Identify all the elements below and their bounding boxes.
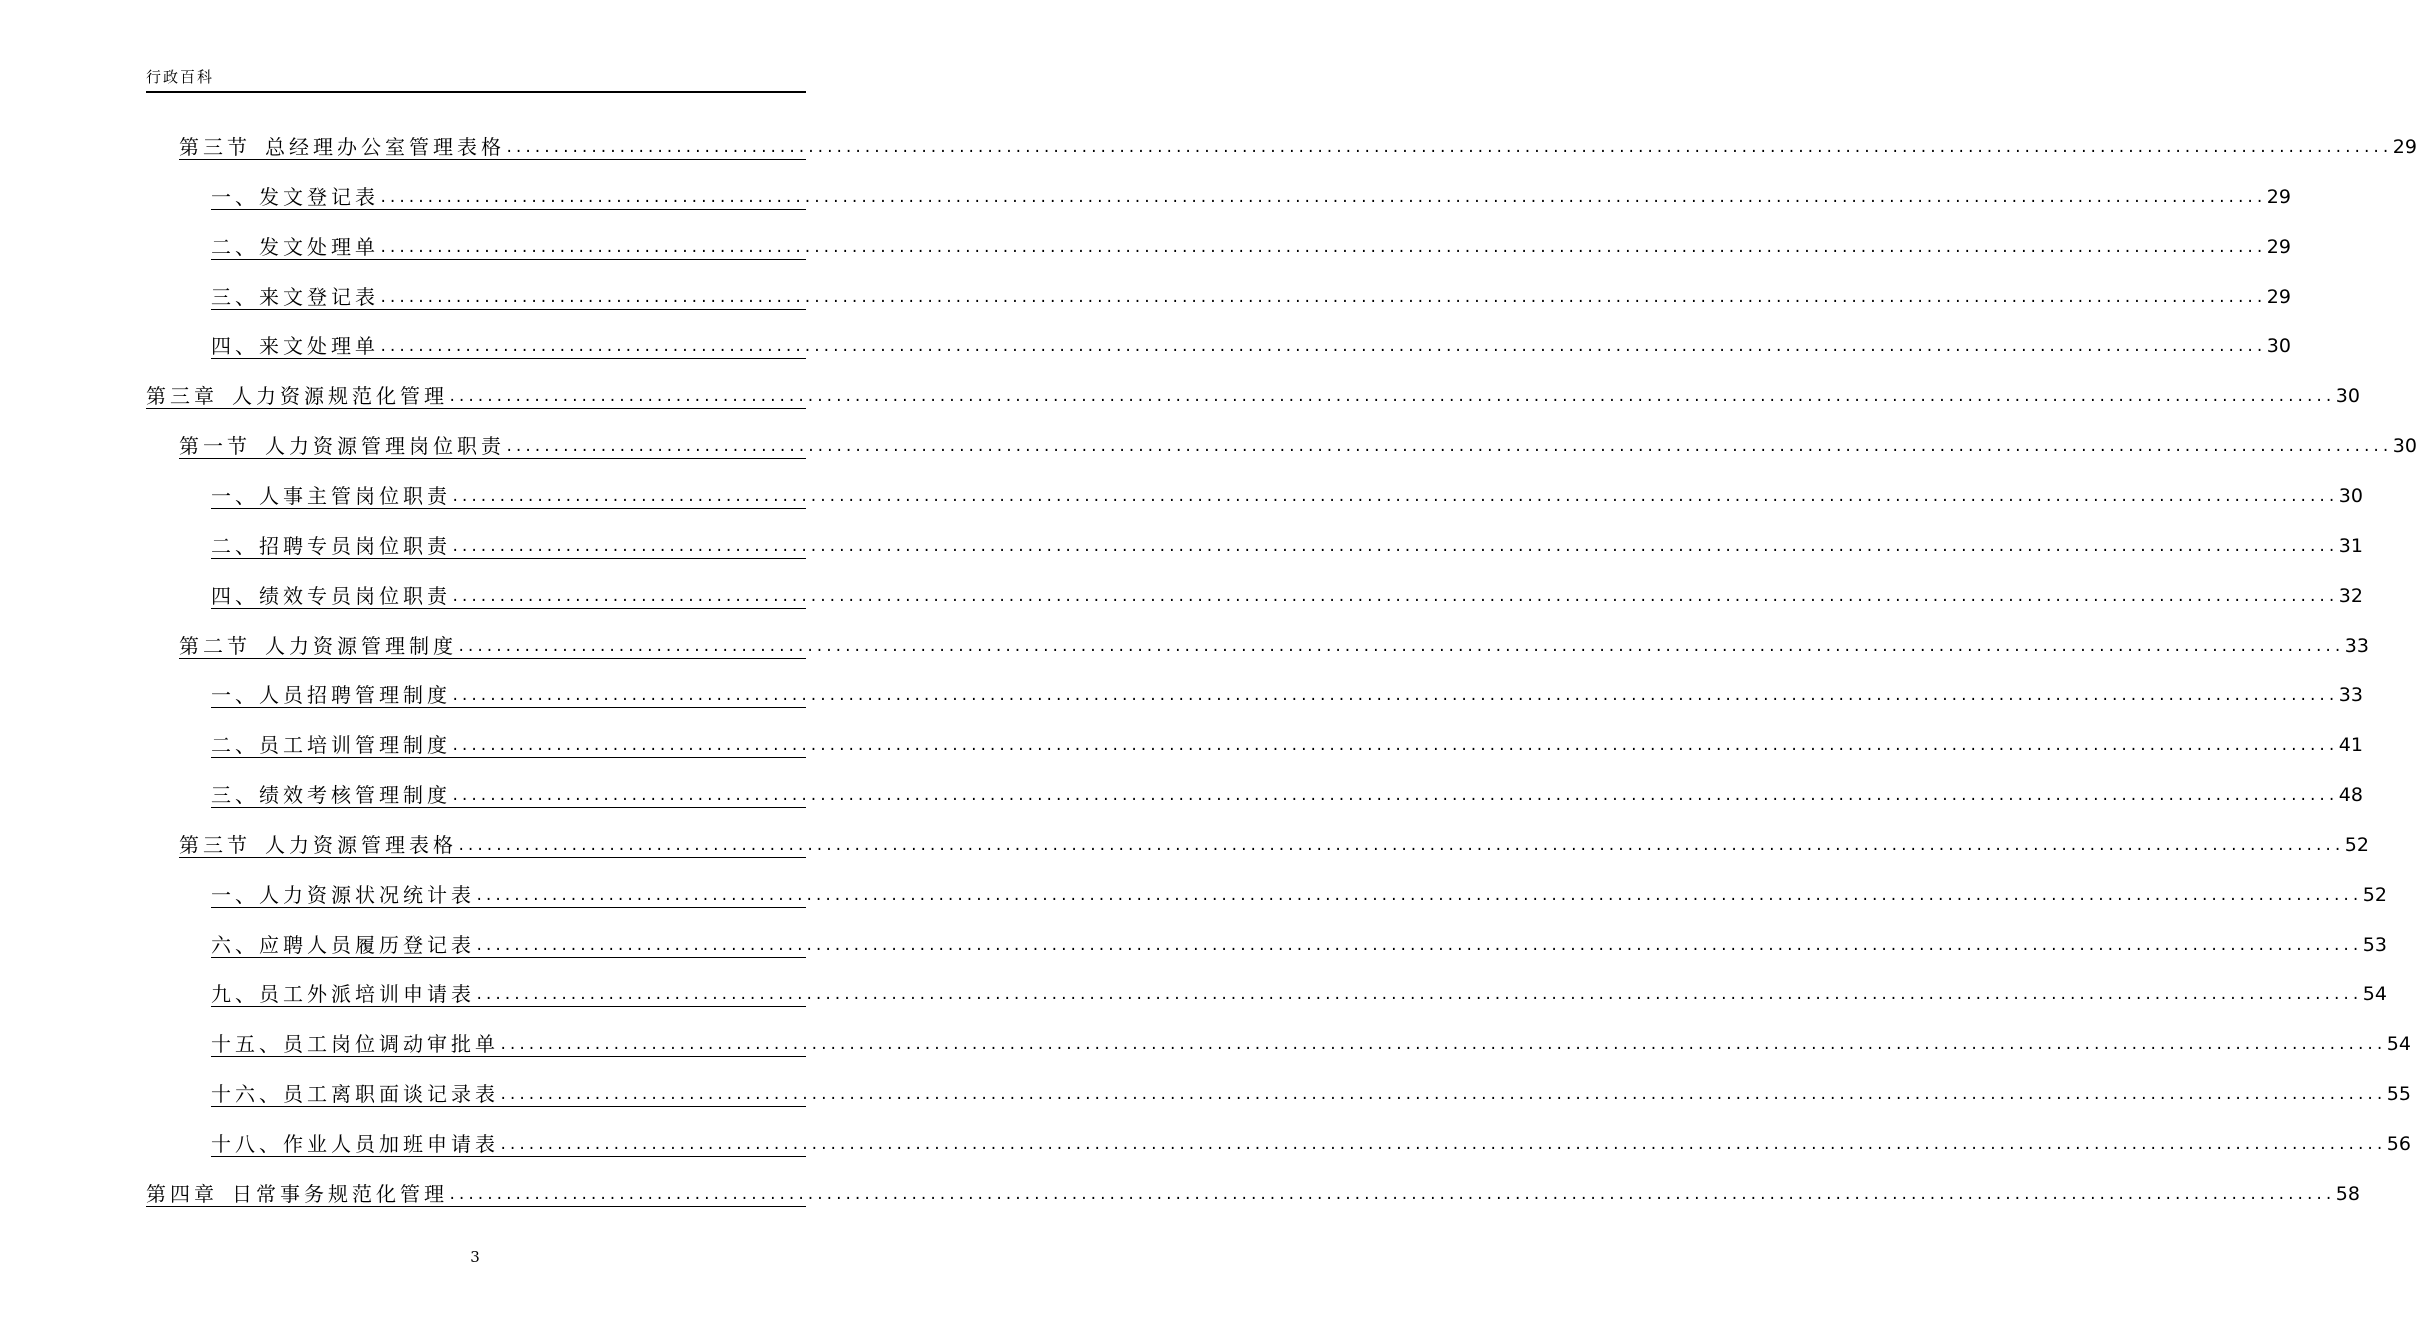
toc-entry[interactable]: [211, 582, 2363, 609]
toc-entry-title: [146, 384, 448, 408]
toc-entry-subtitle: 人力资源管理制度: [265, 634, 457, 658]
toc-entry[interactable]: [211, 881, 2387, 908]
toc-entry[interactable]: [211, 233, 2291, 260]
toc-dot-leader: ........................................................................................................................................................................................................: [505, 140, 2391, 156]
toc-dot-leader: ........................................................................................................................................................................................................: [379, 290, 2265, 306]
toc-entry-title: [179, 833, 457, 857]
toc-entry[interactable]: [179, 632, 2369, 659]
toc-dot-leader: ........................................................................................................................................................................................................: [475, 888, 2361, 904]
toc-entry-title: [211, 534, 451, 558]
toc-entry[interactable]: [179, 133, 2417, 160]
toc-dot-leader: ........................................................................................................................................................................................................: [451, 589, 2337, 605]
toc-entry-page: 30: [2338, 485, 2363, 507]
toc-dot-leader: ........................................................................................................................................................................................................: [451, 539, 2337, 555]
toc-entry[interactable]: [146, 1180, 2360, 1207]
toc-dot-leader: ........................................................................................................................................................................................................: [475, 987, 2361, 1003]
toc-entry[interactable]: [179, 432, 2417, 459]
toc-entry-title: [146, 1182, 448, 1206]
toc-entry[interactable]: [211, 332, 2291, 359]
toc-entry-page: 55: [2386, 1083, 2411, 1105]
toc-entry-title: [211, 285, 379, 309]
toc-dot-leader: ........................................................................................................................................................................................................: [457, 838, 2343, 854]
toc-entry-page: 29: [2392, 136, 2417, 158]
toc-dot-leader: ........................................................................................................................................................................................................: [475, 938, 2361, 954]
toc-entry-label: 三、来文登记表: [211, 285, 379, 309]
toc-entry-label: 第三节: [179, 833, 251, 857]
toc-entry[interactable]: [211, 781, 2363, 808]
toc-entry-title: [211, 334, 379, 358]
toc-entry-label: 三、绩效考核管理制度: [211, 783, 451, 807]
toc-entry-label: 四、来文处理单: [211, 334, 379, 358]
toc-entry-page: 29: [2266, 286, 2291, 308]
toc-dot-leader: ........................................................................................................................................................................................................: [379, 339, 2265, 355]
toc-entry-title: [179, 434, 505, 458]
toc-entry-subtitle: 总经理办公室管理表格: [265, 135, 505, 159]
toc-dot-leader: ........................................................................................................................................................................................................: [505, 439, 2391, 455]
toc-entry-title: [211, 883, 475, 907]
toc-entry-label: 十八、作业人员加班申请表: [211, 1132, 499, 1156]
toc-entry-subtitle: 人力资源管理岗位职责: [265, 434, 505, 458]
toc-entry[interactable]: [211, 731, 2363, 758]
toc-entry-title: [211, 484, 451, 508]
toc-entry[interactable]: [211, 482, 2363, 509]
toc-entry-label: 二、员工培训管理制度: [211, 733, 451, 757]
toc-entry-title: [211, 783, 451, 807]
toc-dot-leader: ........................................................................................................................................................................................................: [451, 738, 2337, 754]
toc-entry-label: 九、员工外派培训申请表: [211, 982, 475, 1006]
toc-dot-leader: ........................................................................................................................................................................................................: [499, 1087, 2385, 1103]
toc-entry[interactable]: [211, 283, 2291, 310]
toc-entry-page: 53: [2362, 934, 2387, 956]
toc-entry-label: 第一节: [179, 434, 251, 458]
toc-entry-title: [211, 683, 451, 707]
toc-dot-leader: ........................................................................................................................................................................................................: [379, 190, 2265, 206]
toc-entry-title: [211, 1132, 499, 1156]
toc-entry-page: 41: [2338, 734, 2363, 756]
toc-entry-page: 54: [2362, 983, 2387, 1005]
toc-entry-title: [211, 235, 379, 259]
toc-entry[interactable]: [211, 1130, 2411, 1157]
toc-dot-leader: ........................................................................................................................................................................................................: [457, 639, 2343, 655]
toc-entry[interactable]: [179, 831, 2369, 858]
toc-dot-leader: ........................................................................................................................................................................................................: [451, 688, 2337, 704]
toc-entry-title: [211, 933, 475, 957]
toc-entry-label: 第三节: [179, 135, 251, 159]
toc-entry-title: [211, 982, 475, 1006]
toc-entry[interactable]: [211, 183, 2291, 210]
toc-dot-leader: ........................................................................................................................................................................................................: [451, 788, 2337, 804]
toc-entry-label: 六、应聘人员履历登记表: [211, 933, 475, 957]
toc-entry-label: 二、发文处理单: [211, 235, 379, 259]
toc-entry-page: 30: [2392, 435, 2417, 457]
toc-entry-title: [211, 584, 451, 608]
toc-entry-subtitle: 日常事务规范化管理: [232, 1182, 448, 1206]
toc-dot-leader: ........................................................................................................................................................................................................: [499, 1137, 2385, 1153]
toc-dot-leader: ........................................................................................................................................................................................................: [451, 489, 2337, 505]
toc-entry-subtitle: 人力资源管理表格: [265, 833, 457, 857]
toc-entry-page: 56: [2386, 1133, 2411, 1155]
page-number: 3: [470, 1248, 480, 1266]
toc-entry-page: 31: [2338, 535, 2363, 557]
toc-entry-page: 30: [2266, 335, 2291, 357]
toc-entry[interactable]: [146, 382, 2360, 409]
toc-entry-label: 四、绩效专员岗位职责: [211, 584, 451, 608]
toc-entry[interactable]: [211, 681, 2363, 708]
header-divider: [146, 91, 806, 93]
toc-entry[interactable]: [211, 931, 2387, 958]
toc-entry-label: 十六、员工离职面谈记录表: [211, 1082, 499, 1106]
toc-dot-leader: ........................................................................................................................................................................................................: [448, 1187, 2334, 1203]
toc-entry-title: [211, 1082, 499, 1106]
toc-entry-subtitle: 人力资源规范化管理: [232, 384, 448, 408]
toc-entry-page: 29: [2266, 186, 2291, 208]
toc-entry-label: 二、招聘专员岗位职责: [211, 534, 451, 558]
toc-dot-leader: ........................................................................................................................................................................................................: [499, 1037, 2385, 1053]
toc-entry[interactable]: [211, 1030, 2411, 1057]
toc-entry-page: 33: [2344, 635, 2369, 657]
toc-entry-title: [211, 1032, 499, 1056]
toc-entry[interactable]: [211, 1080, 2411, 1107]
toc-entry[interactable]: [211, 980, 2387, 1007]
toc-entry-page: 48: [2338, 784, 2363, 806]
toc-dot-leader: ........................................................................................................................................................................................................: [379, 240, 2265, 256]
toc-entry-label: 十五、员工岗位调动审批单: [211, 1032, 499, 1056]
toc-entry-title: [211, 733, 451, 757]
toc-entry-page: 54: [2386, 1033, 2411, 1055]
toc-entry-page: 58: [2335, 1183, 2360, 1205]
toc-entry-page: 52: [2362, 884, 2387, 906]
toc-entry-label: 一、发文登记表: [211, 185, 379, 209]
toc-entry-label: 一、人事主管岗位职责: [211, 484, 451, 508]
toc-entry-title: [179, 634, 457, 658]
toc-entry-title: [179, 135, 505, 159]
toc-entry-page: 52: [2344, 834, 2369, 856]
toc-entry-label: 第二节: [179, 634, 251, 658]
toc-dot-leader: ........................................................................................................................................................................................................: [448, 389, 2334, 405]
toc-entry-page: 29: [2266, 236, 2291, 258]
toc-entry-page: 32: [2338, 585, 2363, 607]
toc-entry-label: 一、人员招聘管理制度: [211, 683, 451, 707]
toc-entry[interactable]: [211, 532, 2363, 559]
toc-entry-label: 第四章: [146, 1182, 218, 1206]
header-title: 行政百科: [146, 68, 215, 86]
toc-entry-title: [211, 185, 379, 209]
toc-entry-label: 第三章: [146, 384, 218, 408]
toc-entry-label: 一、人力资源状况统计表: [211, 883, 475, 907]
toc-entry-page: 33: [2338, 684, 2363, 706]
toc-entry-page: 30: [2335, 385, 2360, 407]
